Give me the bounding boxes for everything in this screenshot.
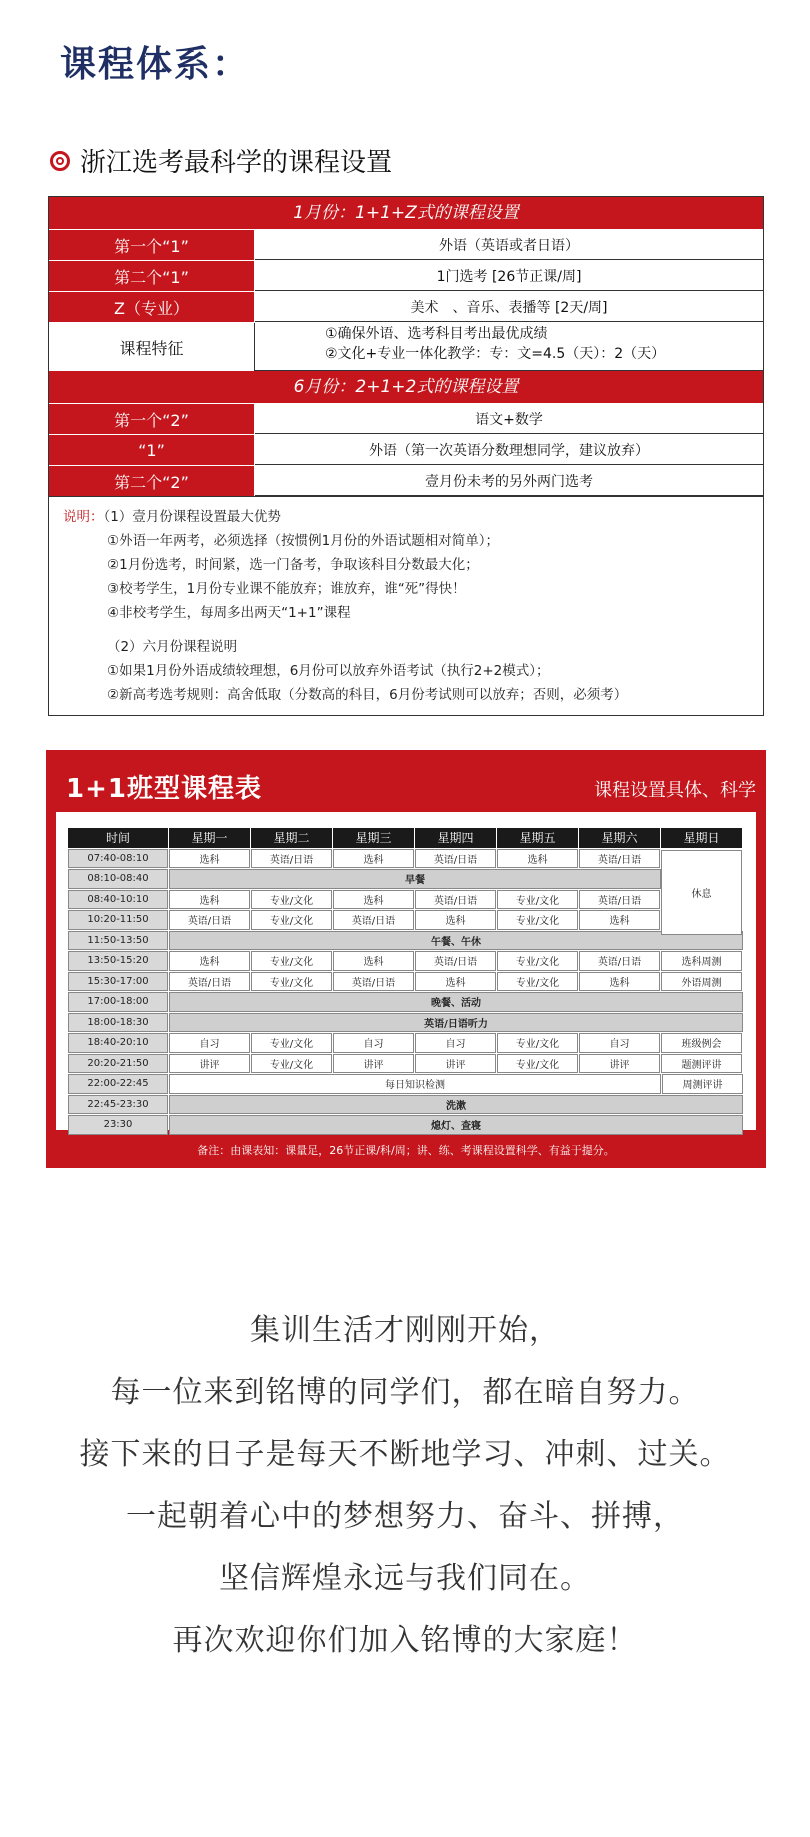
class-cell: 英语/日语 — [579, 849, 660, 869]
row-label: 第二个“2” — [49, 466, 255, 496]
ring-bullet-icon — [50, 151, 70, 171]
closing-text — [0, 1300, 810, 1672]
band-june: 6月份：2+1+2式的课程设置 — [49, 371, 763, 403]
schedule-subtitle: 课程设置具体、科学 — [594, 780, 756, 801]
class-cell: 专业/文化 — [251, 1054, 332, 1074]
setup-row — [49, 229, 763, 260]
sunday-rest-cell: 休息 — [661, 850, 742, 935]
feature-line: ②文化+专业一体化教学：专：文=4.5（天）：2（天） — [325, 346, 666, 362]
class-cell: 外语周测 — [661, 972, 742, 992]
schedule-row — [68, 869, 744, 890]
class-cell: 专业/文化 — [497, 951, 578, 971]
setup-row — [49, 291, 763, 322]
header-cell: 时间 — [68, 828, 168, 848]
header-cell: 星期六 — [579, 828, 660, 848]
span-cell: 每日知识检测 — [169, 1074, 661, 1094]
class-cell: 班级例会 — [661, 1033, 742, 1053]
class-cell: 自习 — [579, 1033, 660, 1053]
class-cell: 讲评 — [579, 1054, 660, 1074]
section-heading: 课程体系： — [60, 44, 251, 85]
span-cell: 早餐 — [169, 869, 661, 889]
closing-line: 集训生活才刚刚开始， — [250, 1313, 560, 1348]
time-cell: 20:20-21:50 — [68, 1054, 168, 1074]
note-item: ④非校考学生，每周多出两天“1+1”课程 — [107, 605, 351, 621]
class-cell: 英语/日语 — [169, 972, 250, 992]
schedule-row — [68, 972, 744, 993]
class-cell: 英语/日语 — [333, 910, 414, 930]
schedule-panel — [46, 750, 766, 1168]
class-cell: 专业/文化 — [251, 910, 332, 930]
time-cell: 15:30-17:00 — [68, 972, 168, 992]
class-cell: 选科 — [579, 910, 660, 930]
time-cell: 10:20-11:50 — [68, 910, 168, 930]
feature-label: 课程特征 — [49, 323, 255, 371]
class-cell: 专业/文化 — [497, 1033, 578, 1053]
closing-line: 接下来的日子是每天不断地学习、冲刺、过关。 — [79, 1437, 731, 1472]
span-cell: 熄灯、查寝 — [169, 1115, 743, 1135]
class-cell: 题测评讲 — [661, 1054, 742, 1074]
schedule-table — [68, 828, 744, 1136]
class-cell: 英语/日语 — [169, 910, 250, 930]
class-cell: 选科 — [333, 890, 414, 910]
class-cell: 选科 — [169, 951, 250, 971]
row-value: 语文+数学 — [255, 404, 763, 434]
course-setup-table — [48, 196, 764, 716]
schedule-row — [68, 1033, 744, 1054]
row-value: 外语（英语或者日语） — [255, 230, 763, 260]
span-cell: 午餐、午休 — [169, 931, 743, 951]
row-value: 1门选考 [26节正课/周] — [255, 261, 763, 291]
notes-label: 说明： — [63, 509, 104, 525]
subheading — [50, 142, 392, 179]
closing-line: 再次欢迎你们加入铭博的大家庭！ — [172, 1623, 638, 1658]
schedule-row — [68, 931, 744, 952]
closing-line: 一起朝着心中的梦想努力、奋斗、拼搏， — [126, 1499, 684, 1534]
class-cell: 自习 — [333, 1033, 414, 1053]
schedule-row — [68, 951, 744, 972]
schedule-row — [68, 1095, 744, 1116]
span-cell: 晚餐、活动 — [169, 992, 743, 1012]
class-cell: 专业/文化 — [251, 972, 332, 992]
band-january: 1月份：1+1+Z式的课程设置 — [49, 197, 763, 229]
header-cell: 星期一 — [169, 828, 250, 848]
class-cell: 选科 — [415, 972, 496, 992]
row-value: 美术 、音乐、表播等 [2天/周] — [255, 292, 763, 322]
time-cell: 13:50-15:20 — [68, 951, 168, 971]
subheading-text: 浙江选考最科学的课程设置 — [80, 148, 393, 178]
row-label: “1” — [49, 435, 255, 465]
row-label: 第一个“1” — [49, 230, 255, 260]
setup-row — [49, 465, 763, 496]
note-item: ②1月份选考，时间紧，选一门备考，争取该科目分数最大化； — [107, 557, 479, 573]
setup-row — [49, 260, 763, 291]
row-label: 第一个“2” — [49, 404, 255, 434]
notes — [49, 496, 763, 715]
time-cell: 07:40-08:10 — [68, 849, 168, 869]
time-cell: 08:10-08:40 — [68, 869, 168, 889]
row-label: Z（专业） — [49, 292, 255, 322]
class-cell: 讲评 — [333, 1054, 414, 1074]
sunday-cell: 周测评讲 — [662, 1074, 743, 1094]
schedule-row — [68, 1115, 744, 1136]
class-cell: 选科周测 — [661, 951, 742, 971]
class-cell: 选科 — [579, 972, 660, 992]
class-cell: 自习 — [169, 1033, 250, 1053]
feature-value — [255, 323, 763, 371]
class-cell: 讲评 — [415, 1054, 496, 1074]
class-cell: 专业/文化 — [251, 951, 332, 971]
class-cell: 选科 — [169, 890, 250, 910]
span-cell: 英语/日语听力 — [169, 1013, 743, 1033]
schedule-row — [68, 1054, 744, 1075]
class-cell: 专业/文化 — [497, 910, 578, 930]
time-cell: 18:40-20:10 — [68, 1033, 168, 1053]
setup-row — [49, 434, 763, 465]
header-cell: 星期五 — [497, 828, 578, 848]
schedule-title: 1+1班型课程表 — [66, 774, 262, 804]
header-cell: 星期二 — [251, 828, 332, 848]
schedule-row — [68, 1074, 744, 1095]
time-cell: 17:00-18:00 — [68, 992, 168, 1012]
closing-line: 坚信辉煌永远与我们同在。 — [219, 1561, 591, 1596]
class-cell: 讲评 — [169, 1054, 250, 1074]
class-cell: 英语/日语 — [333, 972, 414, 992]
closing-line: 每一位来到铭博的同学们，都在暗自努力。 — [110, 1375, 700, 1410]
span-cell: 洗漱 — [169, 1095, 743, 1115]
class-cell: 英语/日语 — [251, 849, 332, 869]
time-cell: 23:30 — [68, 1115, 168, 1135]
class-cell: 选科 — [333, 849, 414, 869]
time-cell: 22:45-23:30 — [68, 1095, 168, 1115]
schedule-row — [68, 849, 744, 870]
class-cell: 英语/日语 — [579, 890, 660, 910]
notes-head: （2）六月份课程说明 — [107, 639, 238, 655]
feature-line: ①确保外语、选考科目考出最优成绩 — [325, 326, 548, 342]
schedule-footnote: 备注：由课表知：课量足，26节正课/科/周；讲、练、考课程设置科学、有益于提分。 — [197, 1144, 615, 1157]
class-cell: 专业/文化 — [497, 890, 578, 910]
time-cell: 18:00-18:30 — [68, 1013, 168, 1033]
note-item: ①如果1月份外语成绩较理想，6月份可以放弃外语考试（执行2+2模式）； — [107, 663, 550, 679]
note-item: ②新高考选考规则：高舍低取（分数高的科目，6月份考试则可以放弃；否则，必须考） — [107, 687, 628, 703]
class-cell: 英语/日语 — [415, 890, 496, 910]
class-cell: 选科 — [415, 910, 496, 930]
class-cell: 选科 — [169, 849, 250, 869]
class-cell: 专业/文化 — [251, 1033, 332, 1053]
schedule-row — [68, 890, 744, 911]
class-cell: 自习 — [415, 1033, 496, 1053]
time-cell: 08:40-10:10 — [68, 890, 168, 910]
notes-head: （1）壹月份课程设置最大优势 — [103, 509, 281, 525]
note-item: ①外语一年两考，必须选择（按惯例1月份的外语试题相对简单）； — [107, 533, 499, 549]
time-cell: 11:50-13:50 — [68, 931, 168, 951]
class-cell: 选科 — [333, 951, 414, 971]
class-cell: 专业/文化 — [251, 890, 332, 910]
schedule-row — [68, 992, 744, 1013]
class-cell: 专业/文化 — [497, 972, 578, 992]
header-cell: 星期日 — [661, 828, 742, 848]
header-cell: 星期四 — [415, 828, 496, 848]
schedule-row — [68, 1013, 744, 1034]
row-label: 第二个“1” — [49, 261, 255, 291]
class-cell: 专业/文化 — [497, 1054, 578, 1074]
class-cell: 英语/日语 — [415, 849, 496, 869]
class-cell: 英语/日语 — [579, 951, 660, 971]
schedule-header-row — [68, 828, 744, 849]
note-item: ③校考学生，1月份专业课不能放弃；谁放弃，谁“死”得快！ — [107, 581, 466, 597]
row-value: 外语（第一次英语分数理想同学，建议放弃） — [255, 435, 763, 465]
time-cell: 22:00-22:45 — [68, 1074, 168, 1094]
header-cell: 星期三 — [333, 828, 414, 848]
setup-row — [49, 403, 763, 434]
class-cell: 选科 — [497, 849, 578, 869]
schedule-card — [56, 812, 756, 1133]
class-cell: 英语/日语 — [415, 951, 496, 971]
schedule-row — [68, 910, 744, 931]
row-value: 壹月份未考的另外两门选考 — [255, 466, 763, 496]
setup-row-feature — [49, 322, 763, 371]
